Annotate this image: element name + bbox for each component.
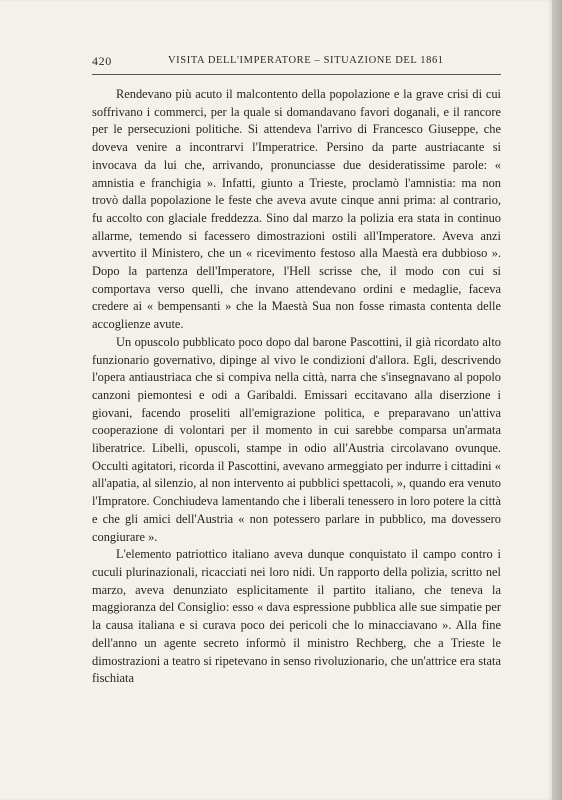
- header-rule: [92, 74, 501, 75]
- page-number: 420: [92, 54, 112, 68]
- paragraph-1: Rendevano più acuto il malcontento della popolazione e la grave crisi di cui soffrivano i commerci, per la quale si domandavano favori doganali, e il rancore per le persecuzioni politiche. Si attendeva l'arrivo di Francesco Giuseppe, che doveva venire a incontrarvi l'Imperatrice. Persino da parte austriacante si invocava da lui che, arrivando, pronunciasse due desideratissime parole: « amnistia e franchigia ». Infatti, giunto a Trieste, proclamò l'amnistia: ma non trovò dalla popolazione le feste che aveva avute cinque anni prima: al contrario, fu accolto con glaciale freddezza. Sino dal marzo la polizia era stata in continuo allarme, temendo si facessero dimostrazioni ostili all'Imperatore. Aveva anzi avvertito il Ministero, che un « ricevimento festoso alla Maestà era dubbioso ». Dopo la partenza dell'Imperatore, l'Hell scrisse che, il modo con cui si comportava verso quelli, che invano attendevano ordini e medaglie, faceva credere ai « bempensanti » che la Maestà Sua non fosse rimasta contenta delle accoglienze avute.: [92, 87, 501, 332]
- page-edge: [552, 0, 562, 800]
- body-text: [92, 86, 501, 688]
- paragraph-3: L'elemento patriottico italiano aveva dunque conquistato il campo contro i cuculi plurinazionali, ricacciati nei loro nidi. Un rapporto della polizia, scritto nel marzo, aveva denunziato esplicitamente il partito italiano, che teneva la maggioranza del Consiglio: esso « dava espressione pubblica alle sue simpatie per la causa italiana e si curava poco dei pericoli che lo minacciavano ». Alla fine dell'anno un agente secreto informò il ministro Rechberg, che a Trieste le dimostrazioni a teatro si ripetevano in senso rivoluzionario, che un'attrice era stata fischiata: [92, 547, 501, 686]
- running-title: VISITA DELL'IMPERATORE – SITUAZIONE DEL 1861: [168, 55, 444, 66]
- paragraph-2: Un opuscolo pubblicato poco dopo dal barone Pascottini, il già ricordato alto funzionario governativo, dipinge al vivo le condizioni d'allora. Egli, descrivendo l'opera antiaustriaca che si compiva nella città, narra che s'insegnavano al popolo canzoni piemontesi e odi a Garibaldi. Emissari eccitavano alla diserzione i giovani, facendo proseliti all'emigrazione politica, e preparavano un'attiva cooperazione di volontari per il momento in cui sarebbe comparsa un'armata liberatrice. Libelli, opuscoli, stampe in odio all'Austria circolavano ovunque. Occulti agitatori, ricorda il Pascottini, avevano armeggiato per indurre i cittadini « all'apatia, al silenzio, al non intervento ai pubblici spettacoli, », quando era venuto l'Impratore. Conchiudeva lamentando che i liberali tenessero in loro potere la città e che gli amici dell'Austria « non potessero parlare in pubblico, ma dovessero congiurare ».: [92, 334, 501, 544]
